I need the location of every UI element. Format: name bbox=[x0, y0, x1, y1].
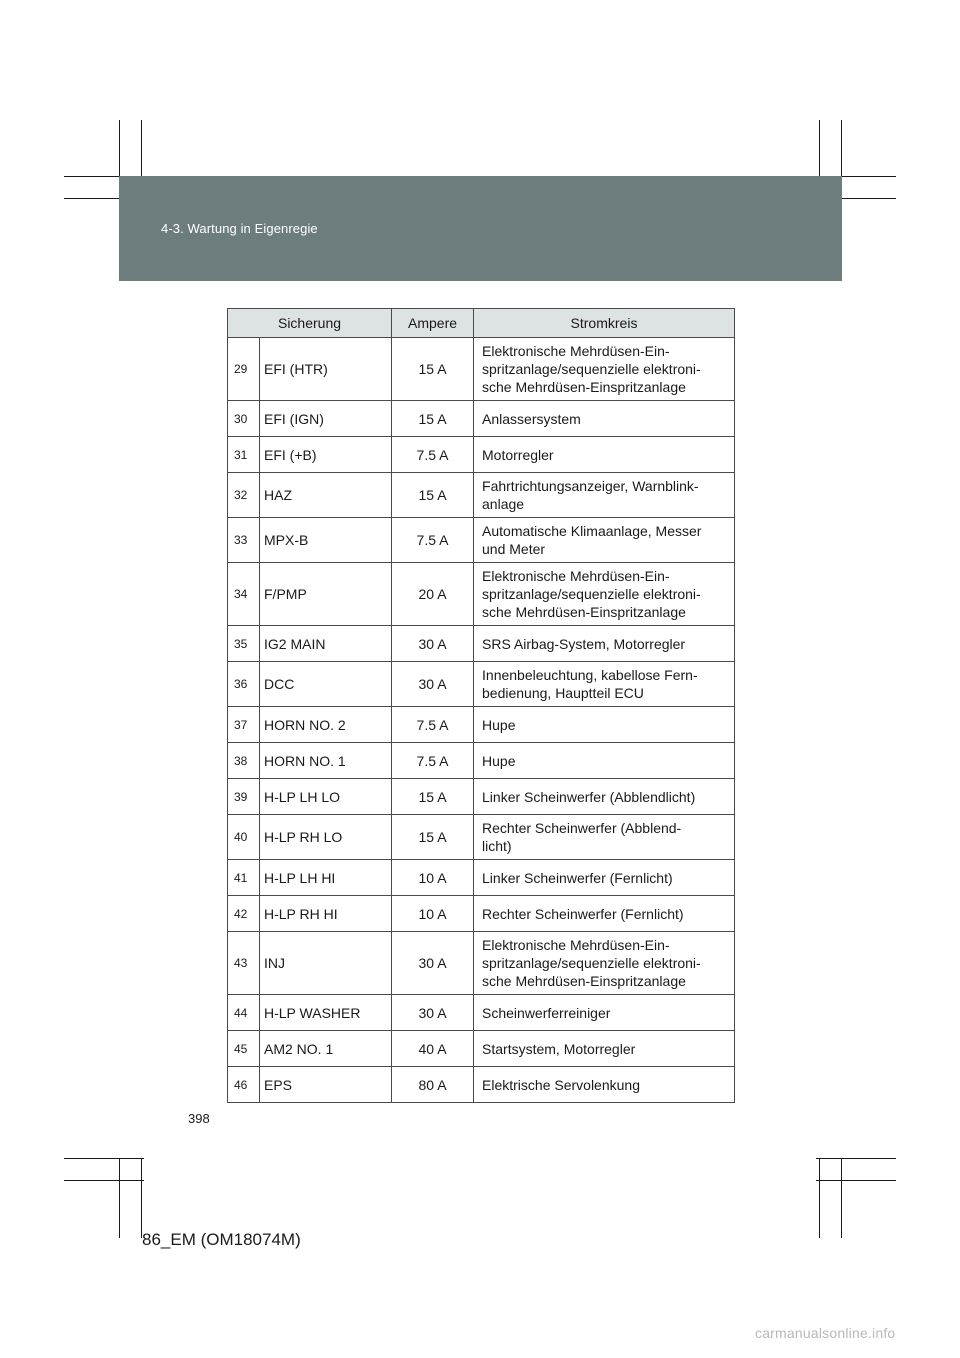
fuse-ampere: 15 A bbox=[392, 473, 474, 518]
fuse-circuit: Fahrtrichtungsanzeiger, Warnblink- anlage bbox=[474, 473, 735, 518]
document-code: 86_EM (OM18074M) bbox=[142, 1230, 301, 1249]
fuse-name: HAZ bbox=[260, 473, 392, 518]
fuse-number: 41 bbox=[228, 860, 260, 896]
table-row bbox=[228, 401, 735, 437]
table-row bbox=[228, 626, 735, 662]
table-row bbox=[228, 1067, 735, 1103]
crop-mark bbox=[141, 1158, 142, 1238]
fuse-name: EPS bbox=[260, 1067, 392, 1103]
fuse-number: 37 bbox=[228, 707, 260, 743]
crop-mark bbox=[819, 1158, 820, 1238]
table-row bbox=[228, 779, 735, 815]
fuse-ampere: 10 A bbox=[392, 860, 474, 896]
fuse-ampere: 30 A bbox=[392, 995, 474, 1031]
fuse-circuit: Innenbeleuchtung, kabellose Fern- bedienung, Hauptteil ECU bbox=[474, 662, 735, 707]
fuse-circuit: Rechter Scheinwerfer (Fernlicht) bbox=[474, 896, 735, 932]
fuse-circuit: Startsystem, Motorregler bbox=[474, 1031, 735, 1067]
crop-mark bbox=[816, 1180, 896, 1181]
column-header-fuse: Sicherung bbox=[228, 309, 392, 338]
fuse-ampere: 15 A bbox=[392, 815, 474, 860]
table-row bbox=[228, 743, 735, 779]
fuse-name: H-LP LH HI bbox=[260, 860, 392, 896]
fuse-name: IG2 MAIN bbox=[260, 626, 392, 662]
fuse-circuit: SRS Airbag-System, Motorregler bbox=[474, 626, 735, 662]
fuse-ampere: 30 A bbox=[392, 662, 474, 707]
fuse-name: F/PMP bbox=[260, 563, 392, 626]
table-row bbox=[228, 1031, 735, 1067]
fuse-number: 40 bbox=[228, 815, 260, 860]
fuse-name: AM2 NO. 1 bbox=[260, 1031, 392, 1067]
fuse-name: HORN NO. 1 bbox=[260, 743, 392, 779]
fuse-name: DCC bbox=[260, 662, 392, 707]
fuse-ampere: 40 A bbox=[392, 1031, 474, 1067]
page-number: 398 bbox=[188, 1111, 210, 1126]
fuse-number: 44 bbox=[228, 995, 260, 1031]
fuse-number: 36 bbox=[228, 662, 260, 707]
fuse-ampere: 15 A bbox=[392, 779, 474, 815]
fuse-ampere: 80 A bbox=[392, 1067, 474, 1103]
fuse-name: H-LP WASHER bbox=[260, 995, 392, 1031]
fuse-circuit: Hupe bbox=[474, 743, 735, 779]
table-row bbox=[228, 437, 735, 473]
crop-mark bbox=[119, 1158, 120, 1238]
fuse-name: HORN NO. 2 bbox=[260, 707, 392, 743]
fuse-number: 35 bbox=[228, 626, 260, 662]
table-row bbox=[228, 860, 735, 896]
fuse-number: 29 bbox=[228, 338, 260, 401]
fuse-number: 38 bbox=[228, 743, 260, 779]
fuse-name: EFI (HTR) bbox=[260, 338, 392, 401]
fuse-number: 34 bbox=[228, 563, 260, 626]
watermark: carmanualsonline.info bbox=[755, 1325, 896, 1341]
fuse-name: MPX-B bbox=[260, 518, 392, 563]
fuse-number: 43 bbox=[228, 932, 260, 995]
table-row bbox=[228, 896, 735, 932]
fuse-number: 39 bbox=[228, 779, 260, 815]
fuse-circuit: Rechter Scheinwerfer (Abblend- licht) bbox=[474, 815, 735, 860]
fuse-name: EFI (+B) bbox=[260, 437, 392, 473]
fuse-ampere: 7.5 A bbox=[392, 707, 474, 743]
table-header-row bbox=[228, 309, 735, 338]
column-header-ampere: Ampere bbox=[392, 309, 474, 338]
fuse-ampere: 30 A bbox=[392, 626, 474, 662]
fuse-name: INJ bbox=[260, 932, 392, 995]
fuse-ampere: 7.5 A bbox=[392, 518, 474, 563]
fuse-circuit: Linker Scheinwerfer (Abblendlicht) bbox=[474, 779, 735, 815]
fuse-ampere: 10 A bbox=[392, 896, 474, 932]
fuse-circuit: Automatische Klimaanlage, Messer und Meter bbox=[474, 518, 735, 563]
table-row bbox=[228, 995, 735, 1031]
fuse-ampere: 15 A bbox=[392, 338, 474, 401]
crop-mark bbox=[64, 1180, 144, 1181]
fuse-circuit: Elektronische Mehrdüsen-Ein- spritzanlage/sequenzielle elektroni- sche Mehrdüsen-Einspritzanlage bbox=[474, 338, 735, 401]
table-row bbox=[228, 932, 735, 995]
fuse-circuit: Anlassersystem bbox=[474, 401, 735, 437]
fuse-ampere: 7.5 A bbox=[392, 743, 474, 779]
fuse-ampere: 15 A bbox=[392, 401, 474, 437]
fuse-circuit: Scheinwerferreiniger bbox=[474, 995, 735, 1031]
fuse-circuit: Hupe bbox=[474, 707, 735, 743]
fuse-circuit: Elektronische Mehrdüsen-Ein- spritzanlage/sequenzielle elektroni- sche Mehrdüsen-Einspritzanlage bbox=[474, 932, 735, 995]
fuse-name: H-LP RH HI bbox=[260, 896, 392, 932]
fuse-circuit: Elektronische Mehrdüsen-Ein- spritzanlage/sequenzielle elektroni- sche Mehrdüsen-Einspritzanlage bbox=[474, 563, 735, 626]
table-row bbox=[228, 338, 735, 401]
table-row bbox=[228, 662, 735, 707]
fuse-ampere: 7.5 A bbox=[392, 437, 474, 473]
table-body bbox=[228, 338, 735, 1103]
fuse-circuit: Linker Scheinwerfer (Fernlicht) bbox=[474, 860, 735, 896]
fuse-number: 30 bbox=[228, 401, 260, 437]
table-row bbox=[228, 707, 735, 743]
table-row bbox=[228, 563, 735, 626]
fuse-ampere: 20 A bbox=[392, 563, 474, 626]
column-header-circuit: Stromkreis bbox=[474, 309, 735, 338]
fuse-table bbox=[227, 308, 735, 1103]
fuse-circuit: Elektrische Servolenkung bbox=[474, 1067, 735, 1103]
fuse-name: H-LP LH LO bbox=[260, 779, 392, 815]
table-row bbox=[228, 518, 735, 563]
section-title: 4-3. Wartung in Eigenregie bbox=[161, 221, 318, 236]
fuse-name: H-LP RH LO bbox=[260, 815, 392, 860]
fuse-number: 32 bbox=[228, 473, 260, 518]
fuse-number: 33 bbox=[228, 518, 260, 563]
fuse-name: EFI (IGN) bbox=[260, 401, 392, 437]
fuse-number: 31 bbox=[228, 437, 260, 473]
crop-mark bbox=[841, 1158, 842, 1238]
crop-mark bbox=[816, 1158, 896, 1159]
fuse-circuit: Motorregler bbox=[474, 437, 735, 473]
table-row bbox=[228, 815, 735, 860]
crop-mark bbox=[64, 1158, 144, 1159]
fuse-number: 46 bbox=[228, 1067, 260, 1103]
fuse-ampere: 30 A bbox=[392, 932, 474, 995]
fuse-number: 45 bbox=[228, 1031, 260, 1067]
table-row bbox=[228, 473, 735, 518]
fuse-number: 42 bbox=[228, 896, 260, 932]
